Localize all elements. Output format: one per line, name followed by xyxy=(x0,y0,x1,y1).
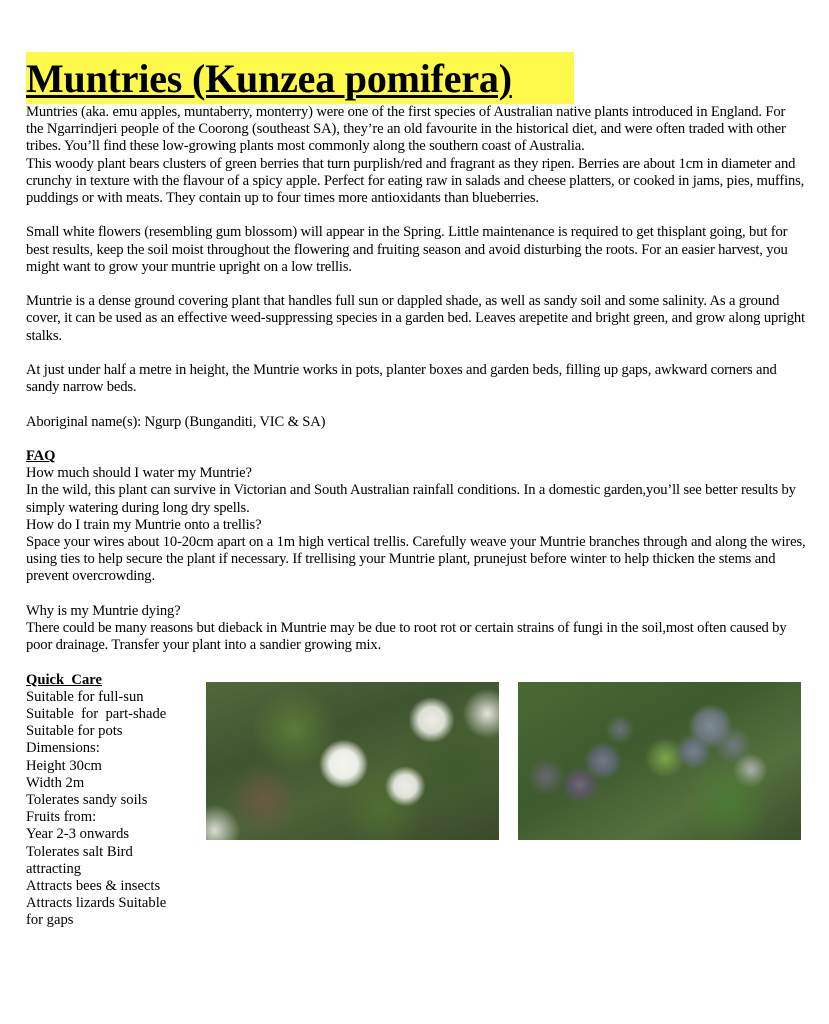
quick-care-list xyxy=(26,689,186,930)
muntrie-berries-photo xyxy=(518,682,801,840)
faq-heading: FAQ xyxy=(26,447,56,464)
aboriginal-name: Aboriginal name(s): Ngurp (Bunganditi, VIC & SA) xyxy=(26,413,326,430)
quick-care-item: Suitable for full-sun xyxy=(26,688,144,705)
intro-paragraph: Muntries (aka. emu apples, muntaberry, monterry) were one of the first species of Australian native plants introduced in England. For the Ngarrindjeri people of the Coorong (southeast SA), they’re an old favourite in the historical diet, and were often traded with other tribes. You’ll find these low-growing plants most commonly along the southern coast of Australia. xyxy=(26,104,786,155)
faq-answer: In the wild, this plant can survive in Victorian and South Australian rainfall conditions. In a domestic garden,you’ll see better results by simply watering during long dry spells. xyxy=(26,482,796,516)
paragraph-spacer xyxy=(26,345,806,362)
quick-care-item: Tolerates salt Bird attracting xyxy=(26,843,133,877)
muntrie-flowers-photo xyxy=(206,682,499,840)
quick-care-item: Attracts bees & insects xyxy=(26,878,161,895)
quick-care-item: Width 2m xyxy=(26,774,85,791)
quick-care-item: Attracts lizards Suitable for gaps xyxy=(26,895,167,929)
quick-care-item: Suitable for pots xyxy=(26,723,123,740)
paragraph-spacer xyxy=(26,396,806,413)
faq-answer: Space your wires about 10-20cm apart on a 1m high vertical trellis. Carefully weave your Muntrie branches through and along the wires, using ties to help secure the plant if necessary. If trellising your Muntrie plant, prunejust before winter to help thicken the stems and prevent overcrowding. xyxy=(26,534,806,585)
quick-care-item: Dimensions: xyxy=(26,740,100,757)
quick-care-item: Height 30cm xyxy=(26,757,102,774)
page-title: Muntries (Kunzea pomifera) xyxy=(26,56,512,101)
quick-care-heading: Quick Care xyxy=(26,671,102,688)
faq-question: How do I train my Muntrie onto a trellis? xyxy=(26,516,262,533)
quick-care-item: Year 2-3 onwards xyxy=(26,826,130,843)
paragraph-spacer xyxy=(26,431,806,448)
faq-section xyxy=(26,448,806,672)
intro-paragraph: This woody plant bears clusters of green berries that turn purplish/red and fragrant as they ripen. Berries are about 1cm in diameter and crunchy in texture with the flavour of a spicy apple. Perfect for eating raw in salads and cheese platters, or cooked in jams, pies, muffins, puddings or with meats. They contain up to four times more antioxidants than blueberries. xyxy=(26,155,805,207)
intro-section xyxy=(26,104,806,448)
title-highlight xyxy=(26,52,574,104)
quick-care-item: Fruits from: xyxy=(26,809,97,826)
quick-care-item: Suitable for part-shade xyxy=(26,705,167,722)
quick-care-section xyxy=(26,672,806,932)
paragraph-spacer xyxy=(26,654,806,671)
intro-paragraph: At just under half a metre in height, the Muntrie works in pots, planter boxes and garden beds, filling up gaps, awkward corners and sandy narrow beds. xyxy=(26,362,777,396)
faq-question: How much should I water my Muntrie? xyxy=(26,465,252,482)
quick-care-item: Tolerates sandy soils xyxy=(26,792,148,808)
paragraph-spacer xyxy=(26,207,806,224)
document-page xyxy=(26,52,806,932)
intro-paragraph: Muntrie is a dense ground covering plant that handles full sun or dappled shade, as well as sandy soil and some salinity. As a ground cover, it can be used as an effective weed-suppressing species in a garden bed. Leaves arepetite and bright green, and grow along upright stalks. xyxy=(26,293,805,344)
paragraph-spacer xyxy=(26,276,806,293)
faq-answer: There could be many reasons but dieback in Muntrie may be due to root rot or certain strains of fungi in the soil,most often caused by poor drainage. Transfer your plant into a sandier growing mix. xyxy=(26,620,787,654)
intro-paragraph: Small white flowers (resembling gum blossom) will appear in the Spring. Little maintenance is required to get thisplant going, but for best results, keep the soil moist throughout the flowering and fruiting season and avoid disturbing the roots. For an easier harvest, you might want to grow your muntrie upright on a low trellis. xyxy=(26,224,788,275)
faq-question: Why is my Muntrie dying? xyxy=(26,602,181,619)
paragraph-spacer xyxy=(26,586,806,603)
